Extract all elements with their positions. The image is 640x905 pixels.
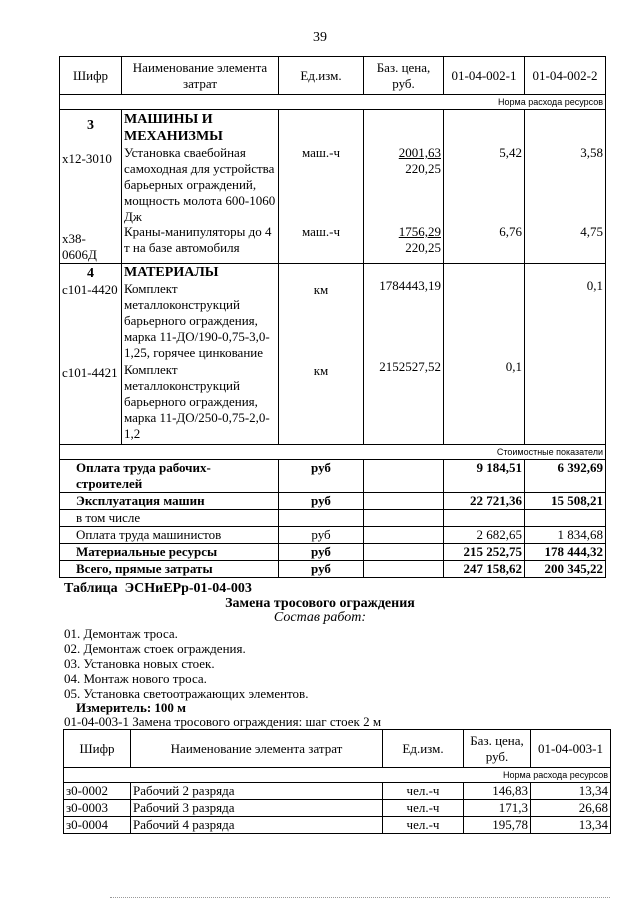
- table-header-row: [60, 57, 606, 95]
- summary-empty: [364, 561, 444, 578]
- summary-value-col2: 6 392,69: [525, 460, 606, 493]
- summary-row: [60, 527, 606, 544]
- machine-price-2-sub: 220,25: [405, 240, 441, 255]
- header-code: Шифр: [64, 730, 131, 768]
- machine-price-1-sub: 220,25: [405, 161, 441, 176]
- section-3-row: [60, 110, 606, 264]
- section-3-title: МАШИНЫ И МЕХАНИЗМЫ: [124, 112, 223, 144]
- machine-value-2-col1: 6,76: [499, 224, 522, 239]
- material-value-1-col2: 0,1: [586, 278, 603, 293]
- material-unit-2: км: [313, 363, 329, 378]
- header-code: Шифр: [60, 57, 122, 95]
- table-row: [64, 783, 611, 800]
- machine-code-1: х12-3010: [62, 151, 112, 166]
- summary-unit: руб: [279, 460, 364, 493]
- summary-unit: руб: [279, 527, 364, 544]
- resource-table-01-04-002: [59, 56, 606, 578]
- section-3-number: 3: [87, 118, 94, 133]
- section-heading: Замена тросового ограждения: [225, 596, 415, 611]
- summary-value-col2: 200 345,22: [525, 561, 606, 578]
- row-price: 146,83: [464, 783, 531, 800]
- row-code: з0-0004: [64, 817, 131, 834]
- summary-name: Оплата труда рабочих-строителей: [60, 460, 279, 493]
- norm-label: Норма расхода ресурсов: [60, 95, 606, 110]
- summary-empty: [364, 510, 444, 527]
- summary-value-col2: 178 444,32: [525, 544, 606, 561]
- machine-price-1: 2001,63: [398, 145, 441, 160]
- row-code: з0-0002: [64, 783, 131, 800]
- material-price-2: 2152527,52: [379, 359, 441, 374]
- summary-value-col2: [525, 510, 606, 527]
- summary-unit: руб: [279, 561, 364, 578]
- work-step: 05. Установка светоотражающих элементов.: [64, 686, 309, 701]
- summary-name: в том числе: [60, 510, 279, 527]
- machine-name-1: Установка сваебойная самоходная для устройства барьерных ограждений, мощность молота 600-1060 Дж: [124, 145, 276, 224]
- row-unit: чел.-ч: [383, 800, 464, 817]
- material-price-1: 1784443,19: [379, 278, 441, 293]
- table-subtitle: 01-04-003-1 Замена тросового ограждения: шаг стоек 2 м: [64, 714, 382, 729]
- machine-unit-1: маш.-ч: [301, 145, 341, 160]
- material-name-2: Комплект металлоконструкций барьерного ограждения, марка 11-ДО/250-0,75-2,0-1,2: [124, 362, 270, 441]
- page-bottom-divider: [110, 897, 610, 898]
- machine-price-2: 1756,29: [398, 224, 441, 239]
- machine-name-2: Краны-манипуляторы до 4 т на базе автомобиля: [124, 224, 272, 255]
- machine-code-2: х38-0606Д: [62, 231, 97, 262]
- row-value: 13,34: [531, 783, 611, 800]
- summary-empty: [364, 527, 444, 544]
- summary-value-col1: 9 184,51: [444, 460, 525, 493]
- header-unit: Ед.изм.: [279, 57, 364, 95]
- norm-label-row: [60, 95, 606, 110]
- row-unit: чел.-ч: [383, 783, 464, 800]
- material-unit-1: км: [313, 282, 329, 297]
- summary-value-col2: 15 508,21: [525, 493, 606, 510]
- summary-row: [60, 544, 606, 561]
- section-4-names: [122, 264, 279, 445]
- row-name: Рабочий 2 разряда: [131, 783, 383, 800]
- work-step: 01. Демонтаж троса.: [64, 626, 178, 641]
- resource-table-01-04-003: [63, 729, 611, 834]
- summary-name: Оплата труда машинистов: [60, 527, 279, 544]
- table-row: [64, 800, 611, 817]
- section-4-col2: [525, 264, 606, 445]
- header-col-01-04-003-1: 01-04-003-1: [531, 730, 611, 768]
- summary-value-col1: 215 252,75: [444, 544, 525, 561]
- summary-unit: [279, 510, 364, 527]
- section-4-col1: [444, 264, 525, 445]
- material-value-1-col1: [446, 278, 522, 359]
- row-value: 13,34: [531, 817, 611, 834]
- header-name: Наименование элемента затрат: [131, 730, 383, 768]
- table-header-row: [64, 730, 611, 768]
- machine-value-2-col2: 4,75: [580, 224, 603, 239]
- row-unit: чел.-ч: [383, 817, 464, 834]
- work-step: 02. Демонтаж стоек ограждения.: [64, 641, 246, 656]
- summary-row: [60, 493, 606, 510]
- summary-empty: [364, 544, 444, 561]
- summary-name: Материальные ресурсы: [60, 544, 279, 561]
- header-unit: Ед.изм.: [383, 730, 464, 768]
- section-4-row: [60, 264, 606, 445]
- row-price: 171,3: [464, 800, 531, 817]
- header-name: Наименование элемента затрат: [122, 57, 279, 95]
- machine-value-1-col2: 3,58: [580, 145, 603, 160]
- section-3-codes: [60, 110, 122, 264]
- material-value-2-col1: 0,1: [505, 359, 522, 374]
- section-4-prices: [364, 264, 444, 445]
- section-3-col1: [444, 110, 525, 264]
- cost-label: Стоимостные показатели: [60, 445, 606, 460]
- table-row: [64, 817, 611, 834]
- summary-unit: руб: [279, 493, 364, 510]
- material-code-2: с101-4421: [62, 365, 118, 380]
- summary-unit: руб: [279, 544, 364, 561]
- header-col-01-04-002-2: 01-04-002-2: [525, 57, 606, 95]
- summary-row: [60, 561, 606, 578]
- norm-label: Норма расхода ресурсов: [64, 768, 611, 783]
- summary-value-col1: 2 682,65: [444, 527, 525, 544]
- cost-label-row: [60, 445, 606, 460]
- section-subheading: Состав работ:: [273, 610, 367, 625]
- summary-value-col1: 247 158,62: [444, 561, 525, 578]
- summary-value-col1: [444, 510, 525, 527]
- section-4-number: 4: [87, 266, 94, 281]
- material-code-1: с101-4420: [62, 282, 118, 297]
- work-steps-list: [64, 626, 308, 701]
- header-base-price: Баз. цена, руб.: [464, 730, 531, 768]
- section-3-col2: [525, 110, 606, 264]
- page-number: 39: [313, 30, 327, 45]
- row-name: Рабочий 4 разряда: [131, 817, 383, 834]
- summary-name: Эксплуатация машин: [60, 493, 279, 510]
- machine-value-1-col1: 5,42: [499, 145, 522, 160]
- row-value: 26,68: [531, 800, 611, 817]
- material-name-1: Комплект металлоконструкций барьерного ограждения, марка 11-ДО/190-0,75-3,0-1,25, горячее цинкование: [124, 281, 270, 360]
- header-col-01-04-002-1: 01-04-002-1: [444, 57, 525, 95]
- summary-value-col1: 22 721,36: [444, 493, 525, 510]
- section-3-units: [279, 110, 364, 264]
- norm-label-row: [64, 768, 611, 783]
- summary-name: Всего, прямые затраты: [60, 561, 279, 578]
- section-3-names: [122, 110, 279, 264]
- section-4-codes: [60, 264, 122, 445]
- section-4-units: [279, 264, 364, 445]
- summary-empty: [364, 460, 444, 493]
- machine-unit-2: маш.-ч: [301, 224, 341, 239]
- work-step: 04. Монтаж нового троса.: [64, 671, 207, 686]
- header-base-price: Баз. цена, руб.: [364, 57, 444, 95]
- measure-label: Измеритель: 100 м: [76, 700, 187, 715]
- row-name: Рабочий 3 разряда: [131, 800, 383, 817]
- summary-row: [60, 510, 606, 527]
- section-3-prices: [364, 110, 444, 264]
- row-price: 195,78: [464, 817, 531, 834]
- summary-value-col2: 1 834,68: [525, 527, 606, 544]
- row-code: з0-0003: [64, 800, 131, 817]
- summary-empty: [364, 493, 444, 510]
- section-4-title: МАТЕРИАЛЫ: [124, 265, 219, 280]
- work-step: 03. Установка новых стоек.: [64, 656, 215, 671]
- summary-row: [60, 460, 606, 493]
- table-title: Таблица ЭСНиЕРр-01-04-003: [64, 581, 252, 596]
